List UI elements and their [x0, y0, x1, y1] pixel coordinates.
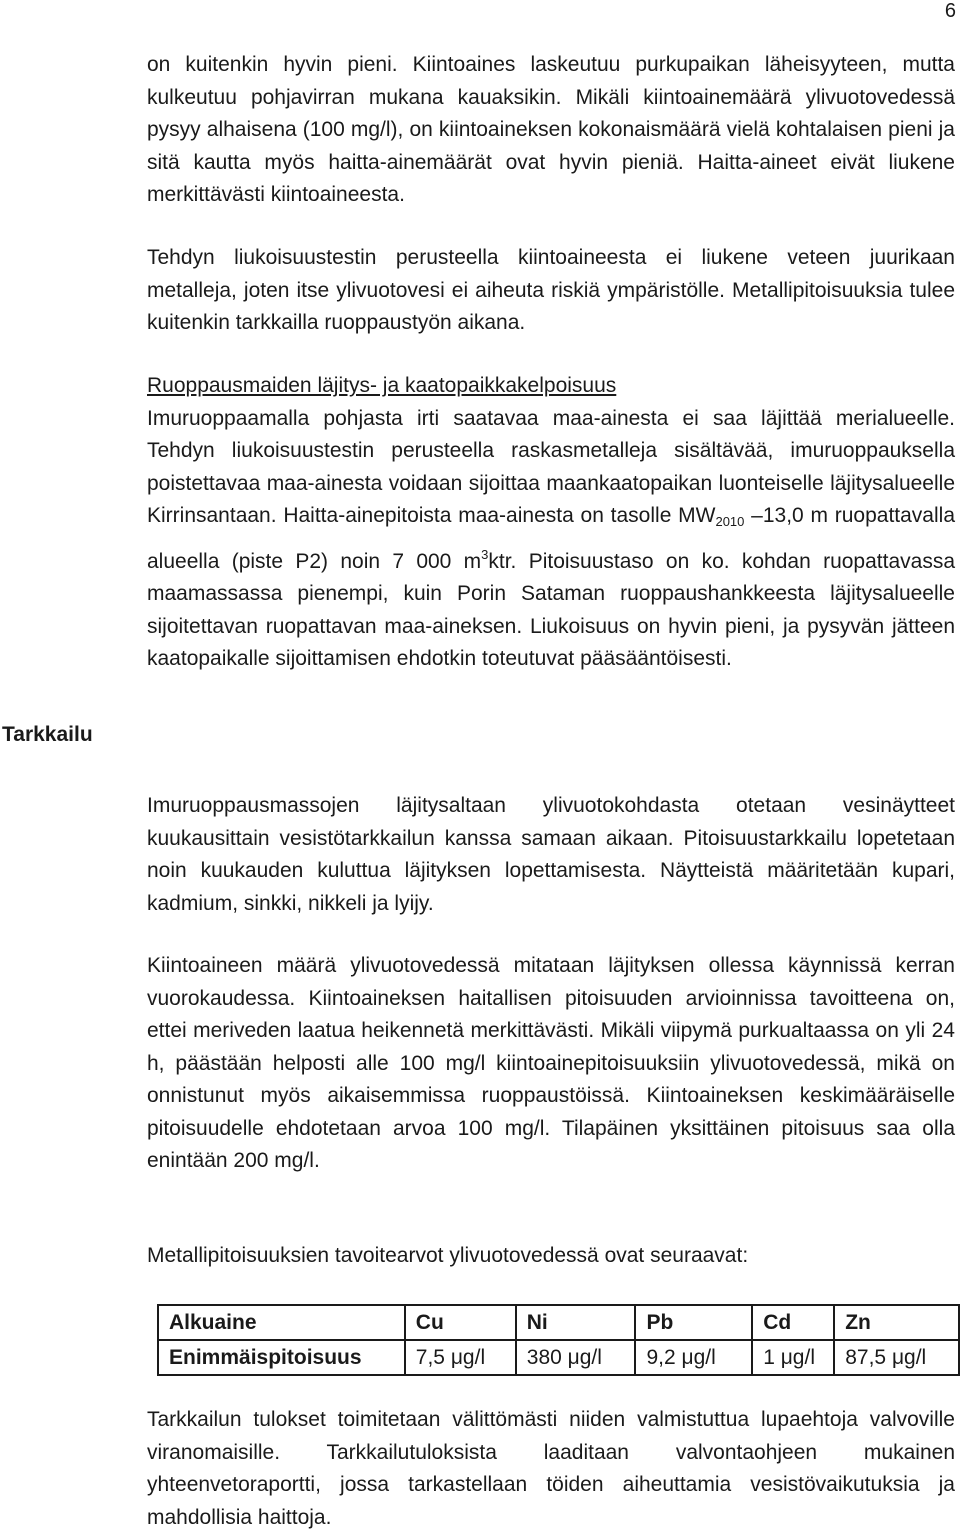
paragraph-metal-targets: Metallipitoisuuksien tavoitearvot ylivuotovedessä ovat seuraavat:	[147, 1244, 749, 1267]
value-cell-pb: 9,2 μg/l	[635, 1340, 752, 1375]
row-label: Enimmäispitoisuus	[158, 1340, 405, 1375]
disposal-subscript: 2010	[715, 514, 745, 529]
header-cell-zn: Zn	[834, 1305, 959, 1340]
section-heading-tarkkailu: Tarkkailu	[2, 723, 93, 746]
table-header-row	[158, 1305, 959, 1340]
paragraph-sampling: Imuruoppausmassojen läjitysaltaan ylivuotokohdasta otetaan vesinäytteet kuukausittain vesistötarkkailun kanssa samaan aikaan. Pitoisuustarkkailu lopetetaan noin kuukauden kuluttua läjityksen lopettamisesta. Näytteistä määritetään kupari, kadmium, sinkki, nikkeli ja lyijy.	[147, 794, 955, 915]
section-disposal	[147, 370, 955, 676]
paragraph-disposal	[147, 403, 955, 676]
header-cell-cd: Cd	[752, 1305, 834, 1340]
header-cell-pb: Pb	[635, 1305, 752, 1340]
paragraph-solids: Kiintoaineen määrä ylivuotovedessä mitataan läjityksen ollessa käynnissä kerran vuorokaudessa. Kiintoaineksen haitallisen pitoisuuden arvioinnissa tavoitteena on, ettei meriveden laatua heikennetä merkittävästi. Mikäli viipymä purkualtaassa on yli 24 h, päästään helposti alle 100 mg/l kiintoainepitoisuuksiin ylivuotovedessä, mikä on onnistunut myös aikaisemmissa ruoppaustöissä. Kiintoaineksen keskimääräiselle pitoisuudelle ehdotetaan arvoa 100 mg/l. Tilapäinen yksittäinen pitoisuus saa olla enintään 200 mg/l.	[147, 954, 955, 1172]
value-cell-cu: 7,5 μg/l	[405, 1340, 516, 1375]
disposal-heading: Ruoppausmaiden läjitys- ja kaatopaikkakelpoisuus	[147, 374, 617, 397]
value-cell-cd: 1 μg/l	[752, 1340, 834, 1375]
value-cell-ni: 380 μg/l	[516, 1340, 636, 1375]
header-cell-cu: Cu	[405, 1305, 516, 1340]
header-cell-ni: Ni	[516, 1305, 636, 1340]
value-cell-zn: 87,5 μg/l	[834, 1340, 959, 1375]
paragraph-intro: on kuitenkin hyvin pieni. Kiintoaines laskeutuu purkupaikan läheisyyteen, mutta kulkeutuu pohjavirran mukana kauaksikin. Mikäli kiintoainemäärä ylivuotovedessä pysyy alhaisena (100 mg/l), on kiintoaineksen kokonaismäärä vielä kohtalaisen pieni ja sitä kautta myös haitta-ainemäärät ovat hyvin pieniä. Haitta-aineet eivät liukene merkittävästi kiintoaineesta.	[147, 53, 955, 206]
metal-limits-table	[157, 1304, 960, 1376]
paragraph-leaching: Tehdyn liukoisuustestin perusteella kiintoaineesta ei liukene veteen juurikaan metalleja, joten itse ylivuotovesi ei aiheuta riskiä ympäristölle. Metallipitoisuuksia tulee kuitenkin tarkkailla ruoppaustyön aikana.	[147, 246, 955, 334]
table-row	[158, 1340, 959, 1375]
header-cell-element: Alkuaine	[158, 1305, 405, 1340]
disposal-superscript: 3	[481, 546, 489, 562]
page-number: 6	[944, 0, 956, 22]
paragraph-reporting: Tarkkailun tulokset toimitetaan välittömästi niiden valmistuttua lupaehtoja valvoville viranomaisille. Tarkkailutuloksista laaditaan valvontaohjeen mukainen yhteenvetoraportti, jossa tarkastellaan töiden aiheuttamia vesistövaikutuksia ja mahdollisia haittoja.	[147, 1408, 955, 1529]
disposal-text-2: –13,0 m ruopattavalla alueella (piste P2) noin 7 000 m	[147, 504, 955, 573]
disposal-text-3: ktr. Pitoisuustaso on ko. kohdan ruopattavassa maamassassa pienempi, kuin Porin Sataman ruoppaushankkeesta läjitysalueelle sijoitettavan ruopattavan maa-aineksen. Liukoisuus on hyvin pieni, ja pysyvän jätteen kaatopaikalle sijoittamisen ehdotkin toteutuvat pääsääntöisesti.	[147, 549, 955, 670]
disposal-text-1: Imuruoppaamalla pohjasta irti saatavaa maa-ainesta ei saa läjittää merialueelle. Tehdyn liukoisuustestin perusteella raskasmetalleja sisältävää, imuruoppauksella poistettavaa maa-ainesta voidaan sijoittaa maankaatopaikan luonteiselle läjitysalueelle Kirrinsantaan. Haitta-ainepitoista maa-ainesta on tasolle MW	[147, 406, 955, 527]
